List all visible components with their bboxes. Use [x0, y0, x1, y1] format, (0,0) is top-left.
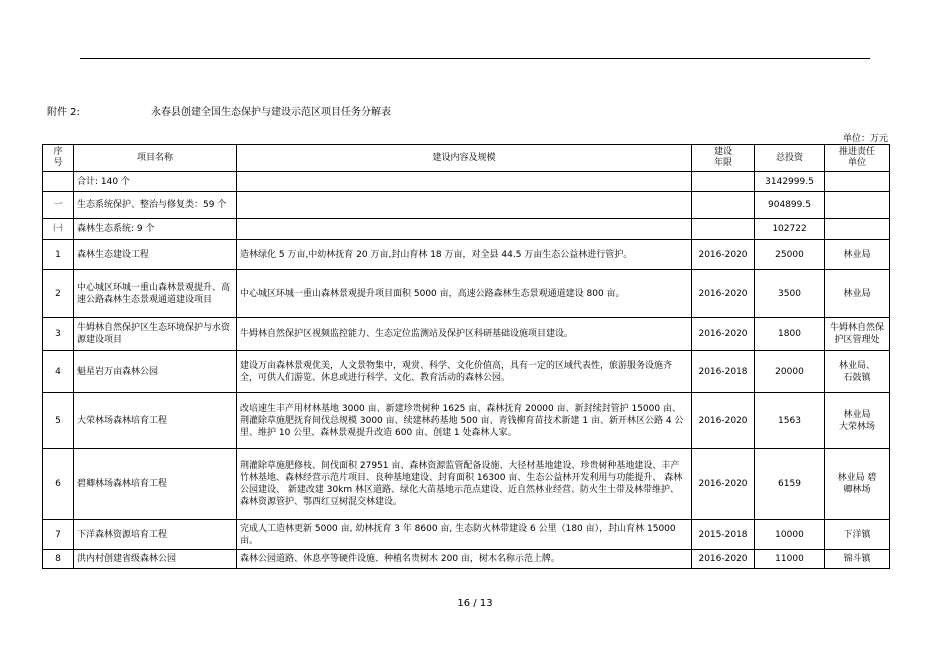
cell-seq: 8	[43, 550, 74, 569]
cell-seq	[43, 172, 74, 192]
cell-responsible: 锦斗镇	[825, 550, 890, 569]
cell-investment: 102722	[755, 219, 825, 240]
cell-responsible	[825, 172, 890, 192]
col-content: 建设内容及规模	[237, 145, 692, 172]
cell-investment: 904899.5	[755, 192, 825, 219]
cell-responsible	[825, 192, 890, 219]
cell-responsible: 林业局 碧 卿林场	[825, 449, 890, 520]
cell-seq: 4	[43, 351, 74, 393]
cell-content	[237, 192, 692, 219]
cell-investment: 1800	[755, 318, 825, 351]
col-period: 建设 年限	[692, 145, 755, 172]
cell-period	[692, 192, 755, 219]
col-investment: 总投资	[755, 145, 825, 172]
table-row	[43, 270, 890, 318]
table-row	[43, 351, 890, 393]
cell-investment: 3500	[755, 270, 825, 318]
cell-content: 森林公园道路、休息亭等硬件设施、种植名贵树木 200 亩，树木名称示范上牌。	[237, 550, 692, 569]
cell-seq: ㈠	[43, 219, 74, 240]
cell-seq: 5	[43, 393, 74, 449]
cell-content: 造林绿化 5 万亩,中幼林抚育 20 万亩,封山育林 18 万亩，对全县 44.5 万亩生态公益林进行管护。	[237, 240, 692, 270]
cell-content: 建设万亩森林景观优美，人文景物集中，观赏、科学、文化价值高，具有一定的区域代表性，旅游服务设施齐全，可供人们游览、休息或进行科学、文化、教育活动的森林公园。	[237, 351, 692, 393]
cell-responsible: 林业局	[825, 270, 890, 318]
cell-responsible: 牛姆林自然保护区管理处	[825, 318, 890, 351]
cell-investment: 20000	[755, 351, 825, 393]
cell-period: 2015-2018	[692, 520, 755, 550]
cell-content: 荆灌除草施肥修枝、间伐面积 27951 亩、森林资源监管配备设施、大径材基地建设、珍贵树种基地建设、丰产竹林基地、森林经营示范片项目、良种基地建设、封育面积 16300 亩、生态公益林开发利用与功能提升、 森林公园建设、 新建改建 30km 林区道路、绿化大苗基地示范点建设、近自然林业经营、防火生土带及林带维护、森林资源管护、鄂西红豆树混交林建设。	[237, 449, 692, 520]
table-row	[43, 318, 890, 351]
cell-name: 下洋森林资源培育工程	[74, 520, 237, 550]
cell-name: 合计: 140 个	[74, 172, 237, 192]
cell-name: 大荣林场森林培育工程	[74, 393, 237, 449]
cell-name: 碧卿林场森林培育工程	[74, 449, 237, 520]
cell-period	[692, 172, 755, 192]
cell-investment: 25000	[755, 240, 825, 270]
table-row	[43, 172, 890, 192]
cell-period: 2016-2020	[692, 393, 755, 449]
cell-seq: 7	[43, 520, 74, 550]
cell-seq: 3	[43, 318, 74, 351]
cell-content	[237, 172, 692, 192]
cell-content: 完成人工造林更新 5000 亩, 幼林抚育 3 年 8600 亩, 生态防火林带建设 6 公里（180 亩），封山育林 15000 亩。	[237, 520, 692, 550]
cell-period: 2016-2020	[692, 318, 755, 351]
table-row	[43, 393, 890, 449]
cell-investment: 1563	[755, 393, 825, 449]
cell-name: 森林生态建设工程	[74, 240, 237, 270]
project-task-table	[42, 144, 890, 569]
attachment-label: 附件 2:	[47, 107, 80, 118]
document-heading	[47, 103, 391, 118]
cell-investment: 6159	[755, 449, 825, 520]
cell-period	[692, 219, 755, 240]
cell-name: 魁星岩万亩森林公园	[74, 351, 237, 393]
cell-content: 改培速生丰产用材林基地 3000 亩、新建珍贵树种 1625 亩、森林抚育 20000 亩、新封续封管护 15000 亩、荆灌除草施肥抚育间伐总规模 3000 亩、续建林药基地 500 亩、青钱柳育苗技术新建 1 亩、新开林区公路 4 公里、维护 10 公里、森林景观提升改造 600 亩、创建 1 处森林人家。	[237, 393, 692, 449]
cell-period: 2016-2020	[692, 550, 755, 569]
cell-responsible: 林业局	[825, 240, 890, 270]
cell-content: 中心城区环城一重山森林景观提升项目面积 5000 亩，高速公路森林生态景观通道建设 800 亩。	[237, 270, 692, 318]
cell-seq: 6	[43, 449, 74, 520]
cell-period: 2016-2020	[692, 270, 755, 318]
cell-content	[237, 219, 692, 240]
table-row	[43, 550, 890, 569]
cell-name: 森林生态系统: 9 个	[74, 219, 237, 240]
cell-period: 2016-2018	[692, 351, 755, 393]
page-number: 16 / 13	[457, 598, 493, 609]
cell-investment: 11000	[755, 550, 825, 569]
cell-responsible	[825, 219, 890, 240]
table-row	[43, 240, 890, 270]
table-row	[43, 192, 890, 219]
cell-period: 2016-2020	[692, 449, 755, 520]
cell-seq: 一	[43, 192, 74, 219]
cell-investment: 10000	[755, 520, 825, 550]
cell-investment: 3142999.5	[755, 172, 825, 192]
cell-responsible: 林业局 大荣林场	[825, 393, 890, 449]
col-responsible: 推进责任 单位	[825, 145, 890, 172]
document-title: 永春县创建全国生态保护与建设示范区项目任务分解表	[151, 107, 391, 118]
cell-name: 生态系统保护、整治与修复类：59 个	[74, 192, 237, 219]
cell-content: 牛姆林自然保护区视频监控能力、生态定位监测站及保护区科研基础设施项目建设。	[237, 318, 692, 351]
table-row	[43, 219, 890, 240]
cell-name: 牛姆林自然保护区生态环境保护与水资源建设项目	[74, 318, 237, 351]
header-rule	[80, 58, 870, 59]
cell-name: 洪内村创建省级森林公园	[74, 550, 237, 569]
cell-seq: 2	[43, 270, 74, 318]
header-row	[43, 145, 890, 172]
cell-seq: 1	[43, 240, 74, 270]
cell-responsible: 林业局、 石鼓镇	[825, 351, 890, 393]
table-row	[43, 520, 890, 550]
col-project-name: 项目名称	[74, 145, 237, 172]
col-seq: 序 号	[43, 145, 74, 172]
unit-label: 单位：万元	[842, 134, 888, 144]
cell-responsible: 下洋镇	[825, 520, 890, 550]
table-row	[43, 449, 890, 520]
cell-period: 2016-2020	[692, 240, 755, 270]
cell-name: 中心城区环城一重山森林景观提升、高速公路森林生态景观通道建设项目	[74, 270, 237, 318]
